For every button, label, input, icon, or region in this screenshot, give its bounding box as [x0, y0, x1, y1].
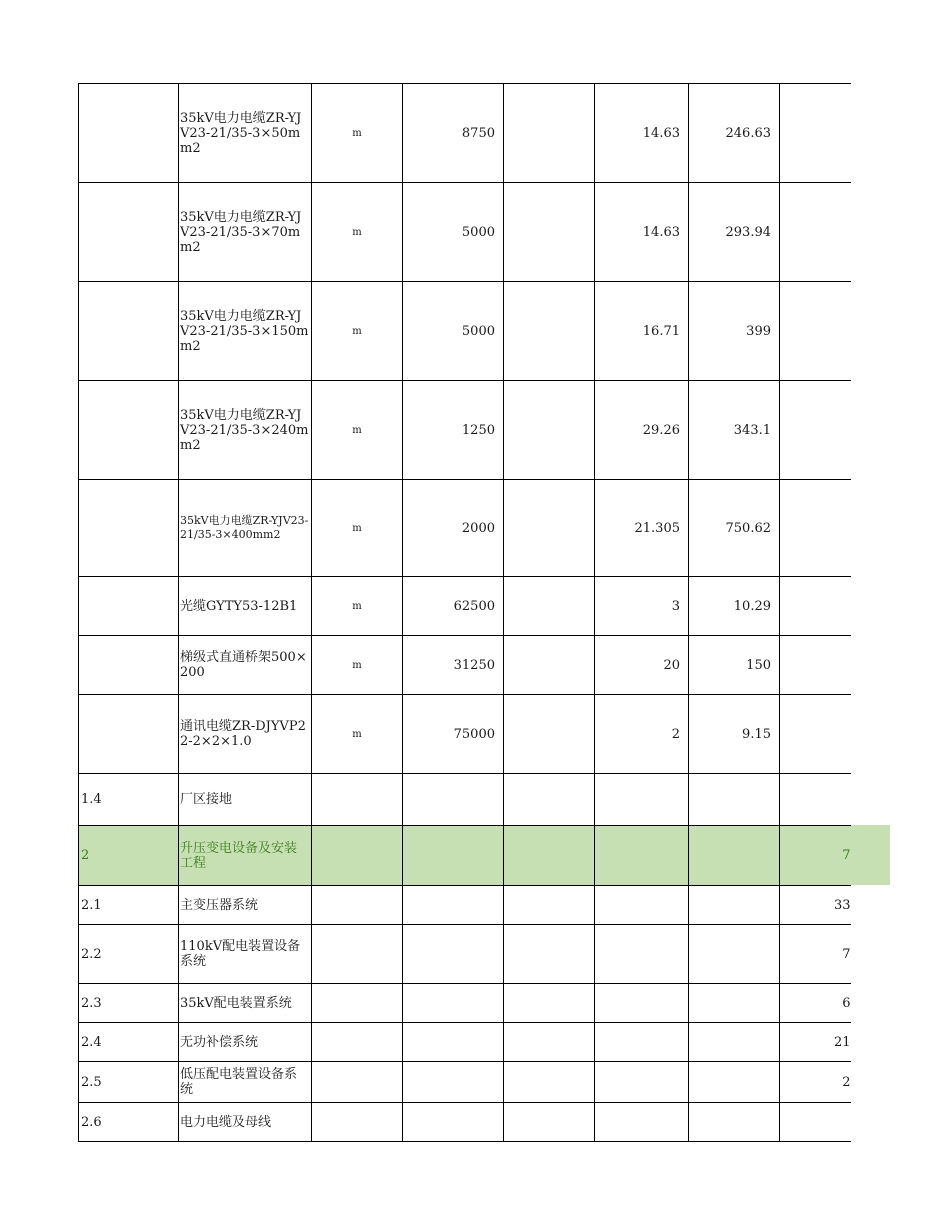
cell-item-name[interactable]: 主变压器系统 — [179, 886, 312, 925]
cell-item-no[interactable]: 2.3 — [79, 984, 179, 1023]
cell-unit[interactable] — [312, 1023, 403, 1062]
table-row — [79, 1103, 851, 1142]
cell-col5[interactable] — [504, 636, 595, 695]
cell-item-no[interactable]: 1.4 — [79, 774, 179, 826]
cell-col7[interactable] — [689, 826, 780, 886]
cell-item-name[interactable]: 35kV电力电缆ZR-YJV23-21/35-3×240mm2 — [179, 381, 312, 480]
table-row — [79, 1023, 851, 1062]
cell-unit[interactable]: m — [312, 577, 403, 636]
cell-col7[interactable]: 343.1 — [689, 381, 780, 480]
table-row — [79, 84, 851, 183]
cell-unit[interactable]: m — [312, 695, 403, 774]
cell-col6[interactable]: 16.71 — [595, 282, 689, 381]
table-row — [79, 183, 851, 282]
cell-col7[interactable]: 10.29 — [689, 577, 780, 636]
cell-item-name[interactable]: 110kV配电装置设备系统 — [179, 925, 312, 984]
cell-item-no[interactable] — [79, 183, 179, 282]
cell-unit[interactable] — [312, 886, 403, 925]
cell-col5[interactable] — [504, 1062, 595, 1103]
cell-col5[interactable] — [504, 984, 595, 1023]
cell-item-no[interactable] — [79, 577, 179, 636]
cell-quantity[interactable] — [403, 925, 504, 984]
cell-col5[interactable] — [504, 282, 595, 381]
cell-col5[interactable] — [504, 886, 595, 925]
cell-col8[interactable] — [780, 695, 851, 774]
cell-col6[interactable] — [595, 984, 689, 1023]
cell-col7[interactable] — [689, 886, 780, 925]
cell-item-no[interactable]: 2.4 — [79, 1023, 179, 1062]
cell-item-no[interactable]: 2.6 — [79, 1103, 179, 1142]
cell-col7[interactable] — [689, 1103, 780, 1142]
table-row — [79, 695, 851, 774]
cell-item-no[interactable] — [79, 636, 179, 695]
cell-col6[interactable]: 14.63 — [595, 183, 689, 282]
cell-col6[interactable] — [595, 826, 689, 886]
cell-item-no[interactable] — [79, 381, 179, 480]
cell-unit[interactable]: m — [312, 183, 403, 282]
cell-col8[interactable]: 33 — [780, 886, 851, 925]
table-row — [79, 480, 851, 577]
cell-col7[interactable]: 750.62 — [689, 480, 780, 577]
cell-quantity[interactable]: 2000 — [403, 480, 504, 577]
cell-col6[interactable]: 2 — [595, 695, 689, 774]
cell-item-name[interactable]: 35kV电力电缆ZR-YJV23-21/35-3×400mm2 — [179, 480, 312, 577]
cell-quantity[interactable]: 8750 — [403, 84, 504, 183]
cell-item-no[interactable]: 2 — [79, 826, 179, 886]
cell-item-no[interactable]: 2.2 — [79, 925, 179, 984]
cell-col6[interactable]: 20 — [595, 636, 689, 695]
table-row — [79, 886, 851, 925]
cell-col8[interactable] — [780, 577, 851, 636]
cell-col5[interactable] — [504, 925, 595, 984]
cell-col5[interactable] — [504, 826, 595, 886]
cell-unit[interactable]: m — [312, 480, 403, 577]
cell-col6[interactable] — [595, 774, 689, 826]
cell-col6[interactable] — [595, 1103, 689, 1142]
cell-item-no[interactable] — [79, 84, 179, 183]
cell-col8[interactable]: 7 — [780, 925, 851, 984]
cell-quantity[interactable] — [403, 826, 504, 886]
cell-col7[interactable] — [689, 774, 780, 826]
cell-col5[interactable] — [504, 774, 595, 826]
cell-item-no[interactable]: 2.5 — [79, 1062, 179, 1103]
cell-quantity[interactable]: 1250 — [403, 381, 504, 480]
cell-col8[interactable] — [780, 1103, 851, 1142]
cell-col5[interactable] — [504, 381, 595, 480]
cell-col8[interactable] — [780, 480, 851, 577]
cost-table — [78, 83, 851, 1142]
cell-col6[interactable] — [595, 925, 689, 984]
cell-item-name[interactable]: 35kV电力电缆ZR-YJV23-21/35-3×50mm2 — [179, 84, 312, 183]
cell-item-no[interactable] — [79, 282, 179, 381]
cell-col8[interactable] — [780, 381, 851, 480]
cell-col7[interactable]: 246.63 — [689, 84, 780, 183]
cell-col8[interactable] — [780, 282, 851, 381]
cell-col5[interactable] — [504, 1103, 595, 1142]
cell-quantity[interactable] — [403, 984, 504, 1023]
table-row — [79, 1062, 851, 1103]
cell-item-name[interactable]: 厂区接地 — [179, 774, 312, 826]
cell-quantity[interactable] — [403, 774, 504, 826]
cell-unit[interactable] — [312, 984, 403, 1023]
table-row — [79, 636, 851, 695]
cell-col6[interactable] — [595, 1023, 689, 1062]
cell-item-name[interactable]: 35kV配电装置系统 — [179, 984, 312, 1023]
table-row — [79, 381, 851, 480]
cell-item-name[interactable]: 35kV电力电缆ZR-YJV23-21/35-3×150mm2 — [179, 282, 312, 381]
cell-item-no[interactable] — [79, 480, 179, 577]
cell-item-name[interactable]: 通讯电缆ZR-DJYVP22-2×2×1.0 — [179, 695, 312, 774]
cell-quantity[interactable]: 5000 — [403, 183, 504, 282]
cell-col6[interactable]: 21.305 — [595, 480, 689, 577]
table-row — [79, 774, 851, 826]
cell-item-name[interactable]: 光缆GYTY53-12B1 — [179, 577, 312, 636]
cell-col8[interactable]: 7 — [780, 826, 851, 886]
cell-col5[interactable] — [504, 183, 595, 282]
cell-item-name[interactable]: 无功补偿系统 — [179, 1023, 312, 1062]
table-row — [79, 925, 851, 984]
cell-col6[interactable] — [595, 1062, 689, 1103]
cell-item-name[interactable]: 低压配电装置设备系统 — [179, 1062, 312, 1103]
table-row — [79, 984, 851, 1023]
cell-quantity[interactable] — [403, 1023, 504, 1062]
cell-col5[interactable] — [504, 1023, 595, 1062]
cell-quantity[interactable]: 75000 — [403, 695, 504, 774]
cell-col6[interactable] — [595, 886, 689, 925]
cell-col8[interactable]: 6 — [780, 984, 851, 1023]
cell-quantity[interactable] — [403, 886, 504, 925]
cell-unit[interactable] — [312, 925, 403, 984]
cell-col7[interactable]: 150 — [689, 636, 780, 695]
cell-col5[interactable] — [504, 480, 595, 577]
cell-col7[interactable] — [689, 1023, 780, 1062]
cell-col8[interactable] — [780, 183, 851, 282]
cell-item-no[interactable] — [79, 695, 179, 774]
cell-item-name[interactable]: 升压变电设备及安装工程 — [179, 826, 312, 886]
cell-col7[interactable] — [689, 984, 780, 1023]
cell-col7[interactable] — [689, 1062, 780, 1103]
cell-col5[interactable] — [504, 577, 595, 636]
cell-unit[interactable] — [312, 774, 403, 826]
cell-unit[interactable]: m — [312, 636, 403, 695]
cell-col5[interactable] — [504, 695, 595, 774]
cell-col5[interactable] — [504, 84, 595, 183]
cell-col7[interactable]: 9.15 — [689, 695, 780, 774]
cell-unit[interactable] — [312, 826, 403, 886]
cell-col6[interactable]: 29.26 — [595, 381, 689, 480]
cell-col6[interactable]: 3 — [595, 577, 689, 636]
cell-item-name[interactable]: 35kV电力电缆ZR-YJV23-21/35-3×70mm2 — [179, 183, 312, 282]
cell-quantity[interactable]: 62500 — [403, 577, 504, 636]
table-row — [79, 282, 851, 381]
cell-col7[interactable] — [689, 925, 780, 984]
cell-col7[interactable]: 399 — [689, 282, 780, 381]
cell-item-name[interactable]: 电力电缆及母线 — [179, 1103, 312, 1142]
cell-unit[interactable]: m — [312, 282, 403, 381]
cell-item-no[interactable]: 2.1 — [79, 886, 179, 925]
cell-col8[interactable]: 2 — [780, 1062, 851, 1103]
table-row — [79, 826, 851, 886]
cell-col8[interactable] — [780, 636, 851, 695]
cell-col7[interactable]: 293.94 — [689, 183, 780, 282]
cell-quantity[interactable] — [403, 1062, 504, 1103]
cell-unit[interactable]: m — [312, 84, 403, 183]
cell-quantity[interactable]: 31250 — [403, 636, 504, 695]
cell-item-name[interactable]: 梯级式直通桥架500×200 — [179, 636, 312, 695]
cell-quantity[interactable] — [403, 1103, 504, 1142]
cell-col6[interactable]: 14.63 — [595, 84, 689, 183]
cell-col8[interactable]: 21 — [780, 1023, 851, 1062]
cell-col8[interactable] — [780, 84, 851, 183]
cell-unit[interactable] — [312, 1103, 403, 1142]
cell-unit[interactable]: m — [312, 381, 403, 480]
cell-col8[interactable] — [780, 774, 851, 826]
cell-unit[interactable] — [312, 1062, 403, 1103]
cell-quantity[interactable]: 5000 — [403, 282, 504, 381]
table-row — [79, 577, 851, 636]
